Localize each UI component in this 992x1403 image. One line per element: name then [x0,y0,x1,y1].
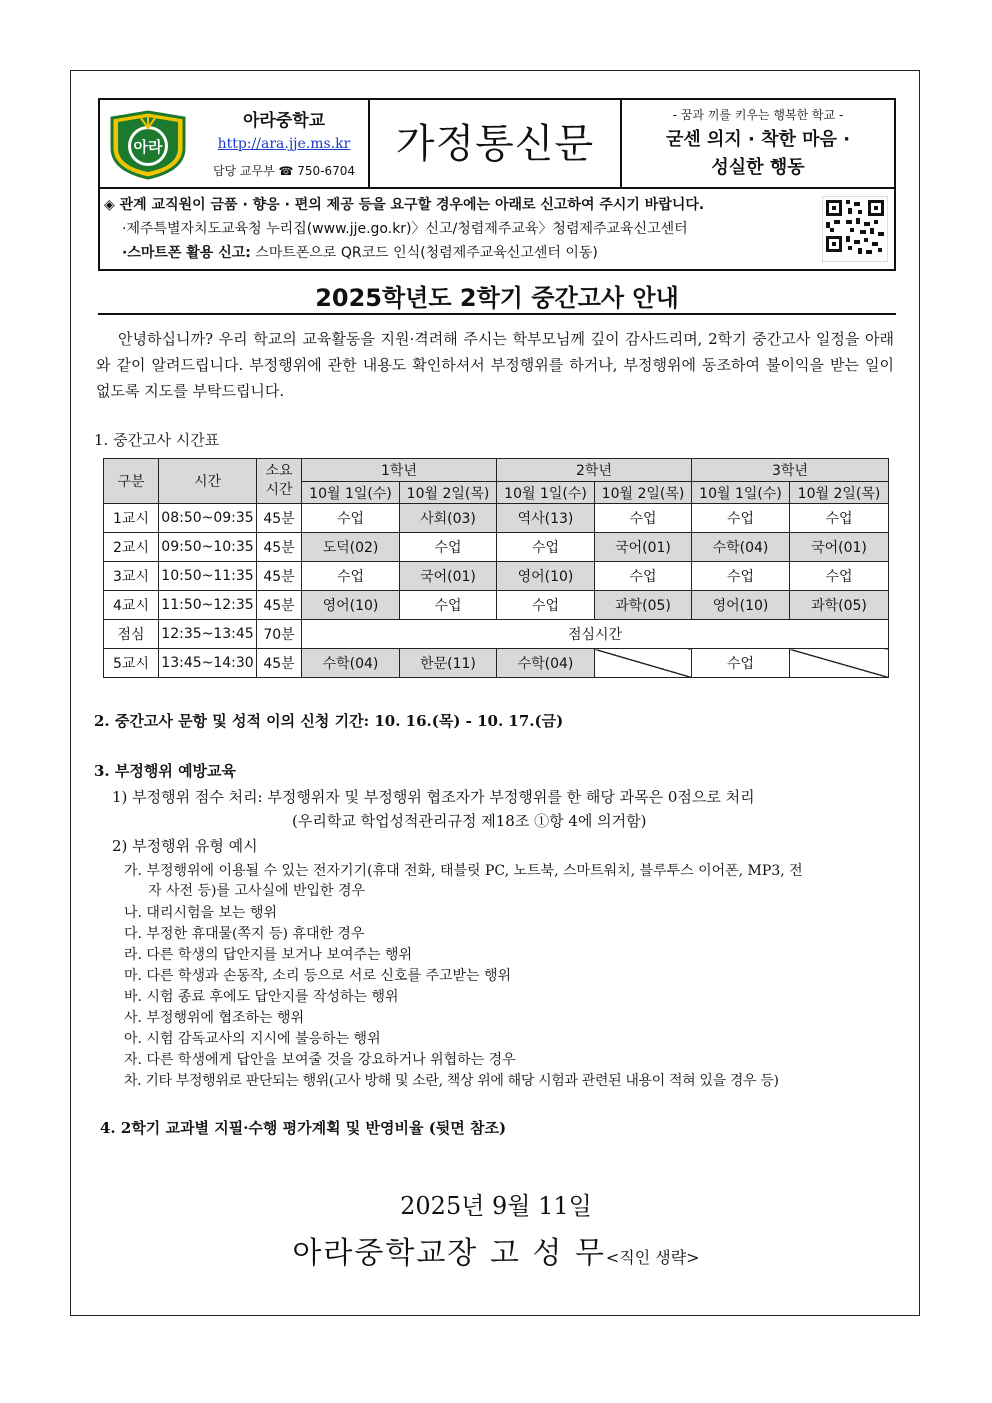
schedule-cell: 수업 [302,504,400,533]
section-3-title: 3. 부정행위 예방교육 [94,762,237,780]
doc-title: 가정통신문 [395,121,595,167]
header-date: 10월 2일(목) [400,482,497,504]
exam-subject-cell: 국어(01) [400,562,497,591]
exam-subject-cell: 영어(10) [302,591,400,620]
title-divider [98,313,896,315]
violation-item: 바. 시험 종료 후에도 답안지를 작성하는 행위 [124,989,399,1005]
header-date: 10월 2일(목) [595,482,692,504]
section-3-item-1-note: (우리학교 학업성적관리규정 제18조 ①항 4에 의거함) [292,812,647,830]
schedule-cell: 수업 [595,562,692,591]
header-duration: 소요 시간 [257,459,302,504]
violation-item: 사. 부정행위에 협조하는 행위 [124,1010,305,1026]
section-4: 4. 2학기 교과별 지필·수행 평가계획 및 반영비율 (뒷면 참조) [100,1119,507,1137]
exam-schedule-table [103,458,889,678]
exam-subject-cell: 과학(05) [790,591,889,620]
duration-cell: 70분 [257,620,302,649]
motto [622,126,894,182]
qr-code-icon[interactable] [822,196,888,262]
violation-item: 자. 다른 학생에게 답안을 보여줄 것을 강요하거나 위협하는 경우 [124,1052,516,1068]
report-website: ·제주특별자치도교육청 누리집(www.jje.go.kr)〉신고/청렴제주교육〉청렴제주교육신고센터 [122,221,688,237]
header-grade-3: 3학년 [692,459,889,482]
school-url-link[interactable]: http://ara.jje.ms.kr [217,136,351,152]
table-row [104,533,889,562]
violation-item: 나. 대리시험을 보는 행위 [124,905,278,921]
header-grade-1: 1학년 [302,459,497,482]
violation-item-continued: 자 사전 등)를 고사실에 반입한 경우 [148,883,366,899]
issue-date: 2025년 9월 11일 [400,1192,592,1220]
motto-tagline: - 꿈과 끼를 키우는 행복한 학교 - [672,108,844,122]
violation-item: 마. 다른 학생과 손동작, 소리 등으로 서로 신호를 주고받는 행위 [124,968,512,984]
exam-subject-cell: 과학(05) [595,591,692,620]
duration-cell: 45분 [257,649,302,678]
signature-line [0,1228,992,1272]
section-1-title: 1. 중간고사 시간표 [94,431,220,449]
motto-cell [622,100,894,187]
schedule-cell: 수업 [497,591,595,620]
duration-cell: 45분 [257,533,302,562]
schedule-cell: 수업 [497,533,595,562]
header-date: 10월 2일(목) [790,482,889,504]
exam-subject-cell: 역사(13) [497,504,595,533]
school-logo-icon [108,108,188,180]
exam-subject-cell: 수학(04) [302,649,400,678]
logo-text: 아라 [133,138,163,156]
report-smartphone-text: 스마트폰으로 QR코드 인식(청렴제주교육신고센터 이동) [250,245,598,261]
exam-subject-cell: 영어(10) [692,591,790,620]
table-row [104,562,889,591]
page-title: 2025학년도 2학기 중간고사 안내 [315,284,679,312]
duration-cell: 45분 [257,562,302,591]
letterhead [98,98,896,271]
empty-slot-cell [790,649,889,678]
duration-cell: 45분 [257,504,302,533]
table-row [104,591,889,620]
exam-subject-cell: 수학(04) [497,649,595,678]
principal-signature: 아라중학교장 고 성 무 [292,1236,606,1271]
schedule-cell: 수업 [790,504,889,533]
motto-line-1: 굳센 의지 · 착한 마음 · [665,129,851,150]
header-grade-2: 2학년 [497,459,692,482]
period-cell: 점심 [104,620,159,649]
motto-line-2: 성실한 행동 [711,157,805,178]
school-name: 아라중학교 [242,111,326,131]
exam-subject-cell: 수학(04) [692,533,790,562]
header-date: 10월 1일(수) [497,482,595,504]
header-date: 10월 1일(수) [302,482,400,504]
table-row [104,504,889,533]
time-cell: 11:50~12:35 [159,591,257,620]
section-3-item-2: 2) 부정행위 유형 예시 [112,837,258,855]
table-header-row [104,459,889,482]
violation-item: 차. 기타 부정행위로 판단되는 행위(고사 방해 및 소란, 책상 위에 해당 시험과 관련된 내용이 적혀 있을 경우 등) [124,1073,779,1089]
section-2: 2. 중간고사 문항 및 성적 이의 신청 기간: 10. 16.(목) - 10. 17.(금) [94,712,564,730]
exam-subject-cell: 한문(11) [400,649,497,678]
period-cell: 3교시 [104,562,159,591]
lunch-cell: 점심시간 [302,620,889,649]
exam-subject-cell: 도덕(02) [302,533,400,562]
period-cell: 2교시 [104,533,159,562]
schedule-cell: 수업 [692,562,790,591]
time-cell: 09:50~10:35 [159,533,257,562]
doc-title-cell [370,100,622,187]
schedule-cell: 수업 [400,533,497,562]
school-info-cell [100,100,370,187]
violation-item: 가. 부정행위에 이용될 수 있는 전자기기(휴대 전화, 태블릿 PC, 노트북, 스마트워치, 블루투스 이어폰, MP3, 전 [124,863,803,879]
schedule-cell: 수업 [302,562,400,591]
period-cell: 4교시 [104,591,159,620]
time-cell: 13:45~14:30 [159,649,257,678]
header-period: 구분 [104,459,159,504]
report-notice: ◈ 관계 교직원이 금품 · 향응 · 편의 제공 등을 요구할 경우에는 아래로 신고하여 주시기 바랍니다. [104,197,705,213]
schedule-cell: 수업 [400,591,497,620]
violation-item: 다. 부정한 휴대물(쪽지 등) 휴대한 경우 [124,926,365,942]
time-cell: 08:50~09:35 [159,504,257,533]
exam-subject-cell: 국어(01) [790,533,889,562]
exam-subject-cell: 영어(10) [497,562,595,591]
violation-item: 라. 다른 학생의 답안지를 보거나 보여주는 행위 [124,947,413,963]
exam-subject-cell: 사회(03) [400,504,497,533]
time-cell: 10:50~11:35 [159,562,257,591]
school-contact: 담당 교무부 ☎ 750-6704 [212,164,356,178]
seal-omitted-note: <직인 생략> [605,1248,700,1267]
period-cell: 5교시 [104,649,159,678]
intro-paragraph: 안녕하십니까? 우리 학교의 교육활동을 지원·격려해 주시는 학부모님께 깊이 감사드리며, 2학기 중간고사 일정을 아래와 같이 알려드립니다. 부정행위에 관한 내용도 확인하셔서 부정행위를 하거나, 부정행위에 동조하여 불이익을 받는 일이 없도록 지도를 부탁드립니다. [96,330,894,400]
section-3-item-1: 1) 부정행위 점수 처리: 부정행위자 및 부정행위 협조자가 부정행위를 한 해당 과목은 0점으로 처리 [112,788,755,806]
duration-cell: 45분 [257,591,302,620]
empty-slot-cell [595,649,692,678]
violation-item: 아. 시험 감독교사의 지시에 불응하는 행위 [124,1031,381,1047]
schedule-cell: 수업 [692,504,790,533]
schedule-cell: 수업 [692,649,790,678]
header-date: 10월 1일(수) [692,482,790,504]
schedule-cell: 수업 [790,562,889,591]
schedule-cell: 수업 [595,504,692,533]
exam-subject-cell: 국어(01) [595,533,692,562]
time-cell: 12:35~13:45 [159,620,257,649]
letterhead-top-row [100,100,894,189]
period-cell: 1교시 [104,504,159,533]
table-row-lunch [104,620,889,649]
report-smartphone-label: ·스마트폰 활용 신고: [122,245,251,261]
header-time: 시간 [159,459,257,504]
table-row [104,649,889,678]
report-smartphone [122,242,598,262]
